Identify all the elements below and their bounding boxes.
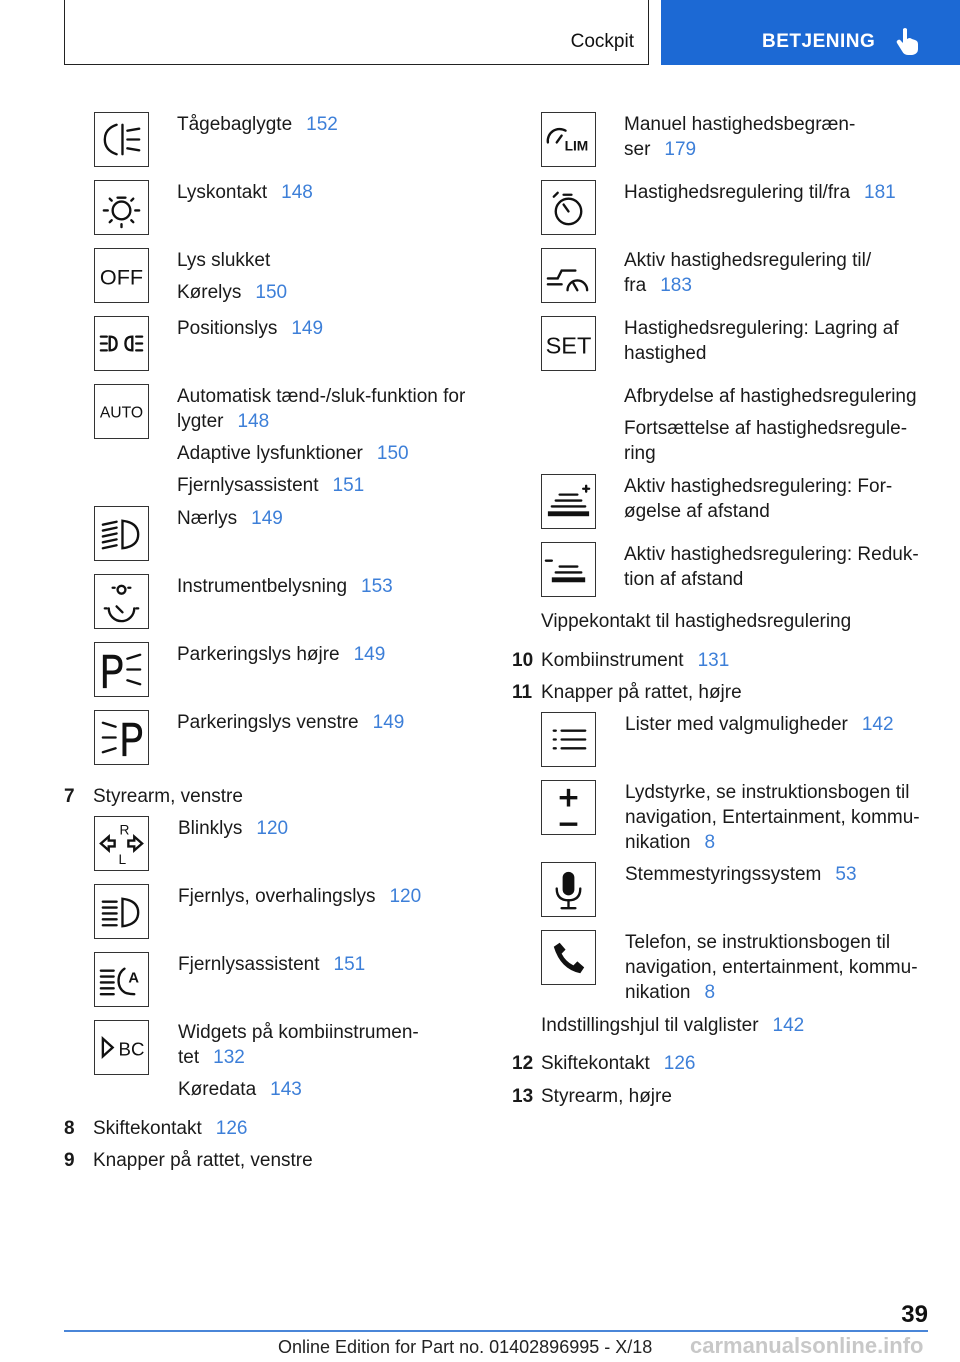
entry-text [624,137,696,162]
entry-text [178,884,421,909]
entry-text [624,441,656,466]
item-number: 13 [512,1086,534,1107]
page-reference-link[interactable]: 131 [697,650,730,671]
item-label-text: Styrearm, venstre [93,786,243,807]
item-number: 9 [64,1150,75,1171]
parking-light-right-icon [94,642,149,697]
entry-label: Aktiv hastighedsregulering: For- [624,476,893,497]
page-reference-link[interactable]: 179 [664,139,697,160]
entry-text [624,316,899,341]
page-reference-link[interactable]: 149 [372,712,405,733]
svg-text:OFF: OFF [99,264,144,290]
entry-label: Indstillingshjul til valglister [541,1015,759,1036]
entry-text [624,341,706,366]
entry-text [625,955,918,980]
entry-label: Lys slukket [177,250,271,271]
page-reference-link[interactable]: 149 [353,644,386,665]
item-label-text: Styrearm, højre [541,1086,672,1107]
low-beam-icon [94,506,149,561]
high-beam-assistant-icon [94,952,149,1007]
pointing-hand-icon [895,27,921,55]
off-icon [94,248,149,303]
entry-text [624,542,919,567]
entry-text [625,712,894,737]
page-number: 39 [901,1301,928,1328]
item-label [541,1084,672,1109]
entry-label: Aktiv hastighedsregulering til/ [624,250,872,271]
entry-text [178,816,288,841]
light-switch-icon [94,180,149,235]
item-number: 8 [64,1118,75,1139]
entry-text [177,112,338,137]
entry-label: nikation [625,982,691,1003]
item-label-text: Knapper på rattet, venstre [93,1150,313,1171]
page-reference-link[interactable]: 142 [861,714,894,735]
entry-label: Køredata [178,1079,257,1100]
entry-label: tion af afstand [624,569,744,590]
volume-icon [541,780,596,835]
entry-text [177,280,287,305]
entry-label: Manuel hastighedsbegræn- [624,114,856,135]
item-label [541,680,742,705]
fog-light-icon [94,112,149,167]
entry-label: Parkeringslys venstre [177,712,359,733]
entry-text [177,506,283,531]
entry-text [178,1020,419,1045]
entry-label: Aktiv hastighedsregulering: Reduk- [624,544,919,565]
page-reference-link[interactable]: 150 [255,282,288,303]
entry-text [177,574,393,599]
selection-wheel-entry [541,1013,804,1038]
entry-label: Instrumentbelysning [177,576,348,597]
page-reference-link[interactable]: 183 [660,275,692,296]
entry-text [624,248,871,273]
distance-increase-icon [541,474,596,529]
entry-text [178,952,365,977]
page-reference-link[interactable]: 149 [291,318,324,339]
page-reference-link[interactable]: 151 [333,954,366,975]
entry-label: Nærlys [177,508,238,529]
entry-label: Lydstyrke, se instruktionsbogen til [625,782,910,803]
header-section-box [64,0,649,65]
entry-text [624,567,743,592]
high-beam-icon [94,884,149,939]
entry-text [177,409,269,434]
entry-label: Hastighedsregulering: Lagring af [624,318,899,339]
entry-label: Blinklys [178,818,243,839]
item-label-text: Knapper på rattet, højre [541,682,742,703]
entry-label: Fjernlysassistent [178,954,320,975]
page-reference-link[interactable]: 148 [237,411,270,432]
entry-text [177,473,364,498]
item-number: 10 [512,650,534,671]
phone-icon [541,930,596,985]
entry-text [178,1077,302,1102]
item-label-text: Skiftekontakt [541,1053,650,1074]
item-number: 12 [512,1053,534,1074]
entry-text [625,830,715,855]
page-reference-link[interactable]: 120 [256,818,289,839]
distance-decrease-icon [541,542,596,597]
cruise-control-icon [541,180,596,235]
entry-text [624,273,692,298]
entry-label: lygter [177,411,224,432]
entry-label: Lyskontakt [177,182,268,203]
entry-label: Widgets på kombiinstrumen- [178,1022,419,1043]
parking-light-left-icon [94,710,149,765]
entry-text [177,710,404,735]
entry-text [177,642,385,667]
speed-limiter-icon [541,112,596,167]
svg-text:A: A [128,970,140,987]
entry-label: tet [178,1047,200,1068]
entry-label: Adaptive lysfunktioner [177,443,363,464]
svg-text:LIM: LIM [564,138,589,154]
page-reference-link[interactable]: 126 [215,1118,248,1139]
entry-text [625,780,909,805]
page-reference-link[interactable]: 142 [772,1015,805,1036]
entry-text [625,862,857,887]
entry-label: Positionslys [177,318,278,339]
entry-text [624,499,770,524]
entry-label: Fortsættelse af hastighedsregule- [624,418,908,439]
entry-text [177,384,465,409]
entry-text [177,441,409,466]
page-reference-link[interactable]: 53 [835,864,857,885]
entry-label: navigation, entertainment, kommu- [625,957,918,978]
page-reference-link[interactable]: 151 [332,475,365,496]
footer-edition: Online Edition for Part no. 01402896995 - X/18 [278,1337,653,1357]
item-label [541,648,729,673]
entry-label: hastighed [624,343,707,364]
entry-label: ser [624,139,651,160]
svg-text:R: R [119,822,130,838]
turn-signal-icon [94,816,149,871]
entry-label: fra [624,275,647,296]
instrument-lighting-icon [94,574,149,629]
active-cruise-icon [541,248,596,303]
entry-text [624,384,917,409]
entry-text [624,112,855,137]
page-reference-link[interactable]: 149 [251,508,283,529]
chapter-title: BETJENING [762,31,876,52]
entry-label: Hastighedsregulering til/fra [624,182,851,203]
page-reference-link[interactable]: 153 [361,576,393,597]
page-reference-link[interactable]: 181 [864,182,896,203]
page-reference-link[interactable]: 150 [376,443,409,464]
header-chapter-tab[interactable] [661,0,960,65]
page-reference-link[interactable]: 8 [704,832,716,853]
svg-text:BC: BC [118,1038,145,1060]
entry-label: Telefon, se instruktionsbogen til [625,932,891,953]
entry-text [625,930,890,955]
position-lights-icon [94,316,149,371]
svg-text:L: L [118,852,127,868]
entry-text [625,805,920,830]
entry-text [178,1045,245,1070]
page-reference-link[interactable]: 120 [389,886,422,907]
page-reference-link[interactable]: 126 [663,1053,696,1074]
bc-icon [94,1020,149,1075]
svg-text:AUTO: AUTO [99,404,144,422]
page-reference-link[interactable]: 143 [270,1079,302,1100]
page-reference-link[interactable]: 152 [306,114,338,135]
page-reference-link[interactable]: 148 [281,182,313,203]
item-label [93,1116,247,1141]
entry-label: Stemmestyringssystem [625,864,822,885]
list-icon [541,712,596,767]
entry-label: Fjernlys, overhalingslys [178,886,376,907]
set-icon [541,316,596,371]
item-label-text: Skiftekontakt [93,1118,202,1139]
item-label [541,1051,695,1076]
page-reference-link[interactable]: 8 [704,982,716,1003]
entry-label: navigation, Entertainment, kommu- [625,807,920,828]
entry-label: Parkeringslys højre [177,644,340,665]
entry-text [177,180,313,205]
item-number: 7 [64,786,75,807]
footer-rule [64,1330,928,1332]
item-label [93,784,243,809]
entry-label: Automatisk tænd-/sluk-funktion for [177,386,466,407]
entry-label: nikation [625,832,691,853]
auto-icon [94,384,149,439]
entry-text [624,180,896,205]
item-label-text: Kombiinstrument [541,650,684,671]
entry-label: øgelse af afstand [624,501,770,522]
item-label [93,1148,313,1173]
entry-text [177,316,323,341]
page-reference-link[interactable]: 132 [213,1047,245,1068]
item-number: 11 [512,682,533,703]
entry-label: Tågebaglygte [177,114,293,135]
watermark: carmanualsonline.info [690,1333,924,1358]
svg-text:SET: SET [545,332,592,359]
rocker-switch-label: Vippekontakt til hastighedsregulering [541,611,852,632]
entry-text [625,980,715,1005]
section-title: Cockpit [570,31,634,52]
entry-text [624,416,907,441]
entry-label: Afbrydelse af hastighedsregulering [624,386,917,407]
entry-label: Kørelys [177,282,242,303]
entry-text [624,474,892,499]
entry-text [177,248,270,273]
entry-label: Lister med valgmuligheder [625,714,848,735]
entry-label: ring [624,443,656,464]
microphone-icon [541,862,596,917]
entry-label: Fjernlysassistent [177,475,319,496]
